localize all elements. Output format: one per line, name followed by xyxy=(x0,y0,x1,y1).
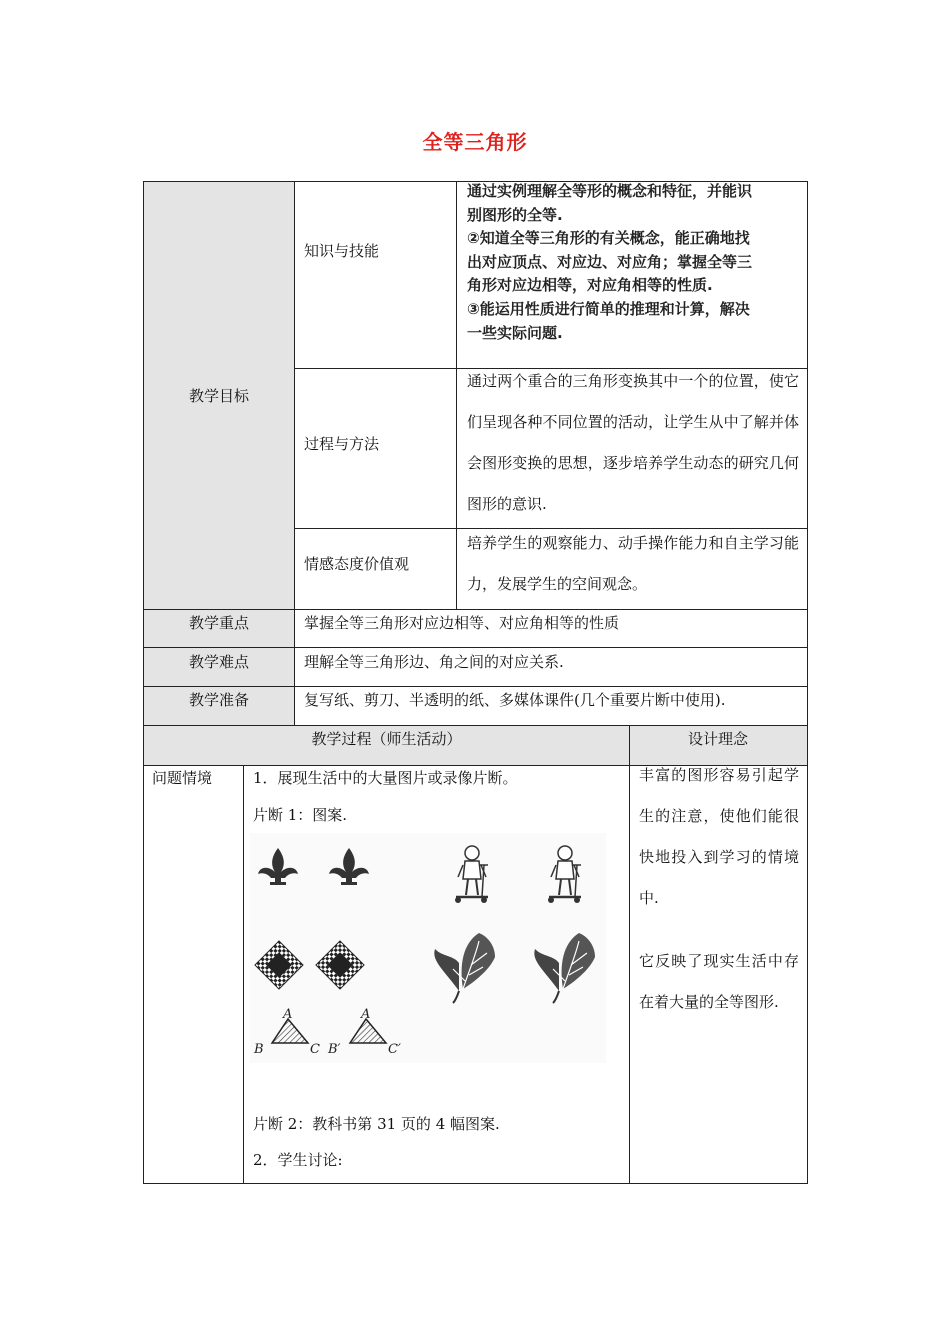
preparation-text: 复写纸、剪刀、半透明的纸、多媒体课件(几个重要片断中使用). xyxy=(304,691,726,709)
difficulty-text: 理解全等三角形边、角之间的对应关系. xyxy=(304,653,564,671)
attitude-text: 培养学生的观察能力、动手操作能力和自主学习能力，发展学生的空间观念。 xyxy=(467,534,799,593)
row-divider xyxy=(143,725,808,726)
step1-text: 1．展现生活中的大量图片或录像片断。 xyxy=(253,769,518,787)
clip2-text: 片断 2：教科书第 31 页的 4 幅图案. xyxy=(253,1115,500,1133)
step2-text: 2．学生讨论: xyxy=(253,1151,343,1169)
difficulty-label: 教学难点 xyxy=(188,653,249,671)
vertex-label: A xyxy=(283,1007,293,1022)
clip1-text: 片断 1：图案. xyxy=(253,806,348,824)
knowledge-line: 通过实例理解全等形的概念和特征，并能识 xyxy=(467,182,753,200)
design-idea-text-1: 丰富的图形容易引起学生的注意，使他们能很快地投入到学习的情境中. xyxy=(639,766,799,907)
process-header-left: 教学过程（师生活动） xyxy=(311,730,462,748)
column-divider xyxy=(294,181,295,725)
knowledge-text xyxy=(467,180,799,345)
attitude-label: 情感态度价值观 xyxy=(304,555,410,573)
vertex-label: A xyxy=(361,1007,371,1022)
design-idea-text-2: 它反映了现实生活中存在着大量的全等图形. xyxy=(639,952,799,1011)
situation-label: 问题情境 xyxy=(152,769,213,787)
knowledge-line: 别图形的全等. xyxy=(467,205,563,224)
process-label: 过程与方法 xyxy=(304,435,380,453)
knowledge-line: 出对应顶点、对应边、对应角；掌握全等三 xyxy=(467,252,753,271)
knowledge-line: ③能运用性质进行简单的推理和计算，解决 xyxy=(467,299,750,318)
process-header-right: 设计理念 xyxy=(687,730,748,748)
knowledge-line: 一些实际问题. xyxy=(467,323,563,342)
preparation-label: 教学准备 xyxy=(188,691,249,709)
row-divider xyxy=(143,686,808,687)
row-divider xyxy=(143,647,808,648)
vertex-label: C xyxy=(310,1042,320,1057)
vertex-label: C′ xyxy=(388,1042,401,1057)
knowledge-label: 知识与技能 xyxy=(304,242,380,260)
objectives-label: 教学目标 xyxy=(188,387,249,405)
knowledge-line: ②知道全等三角形的有关概念，能正确地找 xyxy=(467,229,750,248)
page-title: 全等三角形 xyxy=(422,130,528,154)
knowledge-line: 角形对应边相等，对应角相等的性质. xyxy=(467,276,713,295)
congruent-figures-illustration xyxy=(250,833,606,1063)
column-divider xyxy=(456,181,457,609)
vertex-label: B′ xyxy=(328,1042,341,1057)
key-point-text: 掌握全等三角形对应边相等、对应角相等的性质 xyxy=(304,614,620,632)
column-divider xyxy=(243,765,244,1184)
row-divider xyxy=(143,609,808,610)
key-point-label: 教学重点 xyxy=(188,614,249,632)
vertex-label: B xyxy=(254,1042,264,1057)
process-text: 通过两个重合的三角形变换其中一个的位置，使它们呈现各种不同位置的活动，让学生从中了解并体会图形变换的思想，逐步培养学生动态的研究几何图形的意识. xyxy=(467,372,799,513)
column-divider xyxy=(629,725,630,1184)
